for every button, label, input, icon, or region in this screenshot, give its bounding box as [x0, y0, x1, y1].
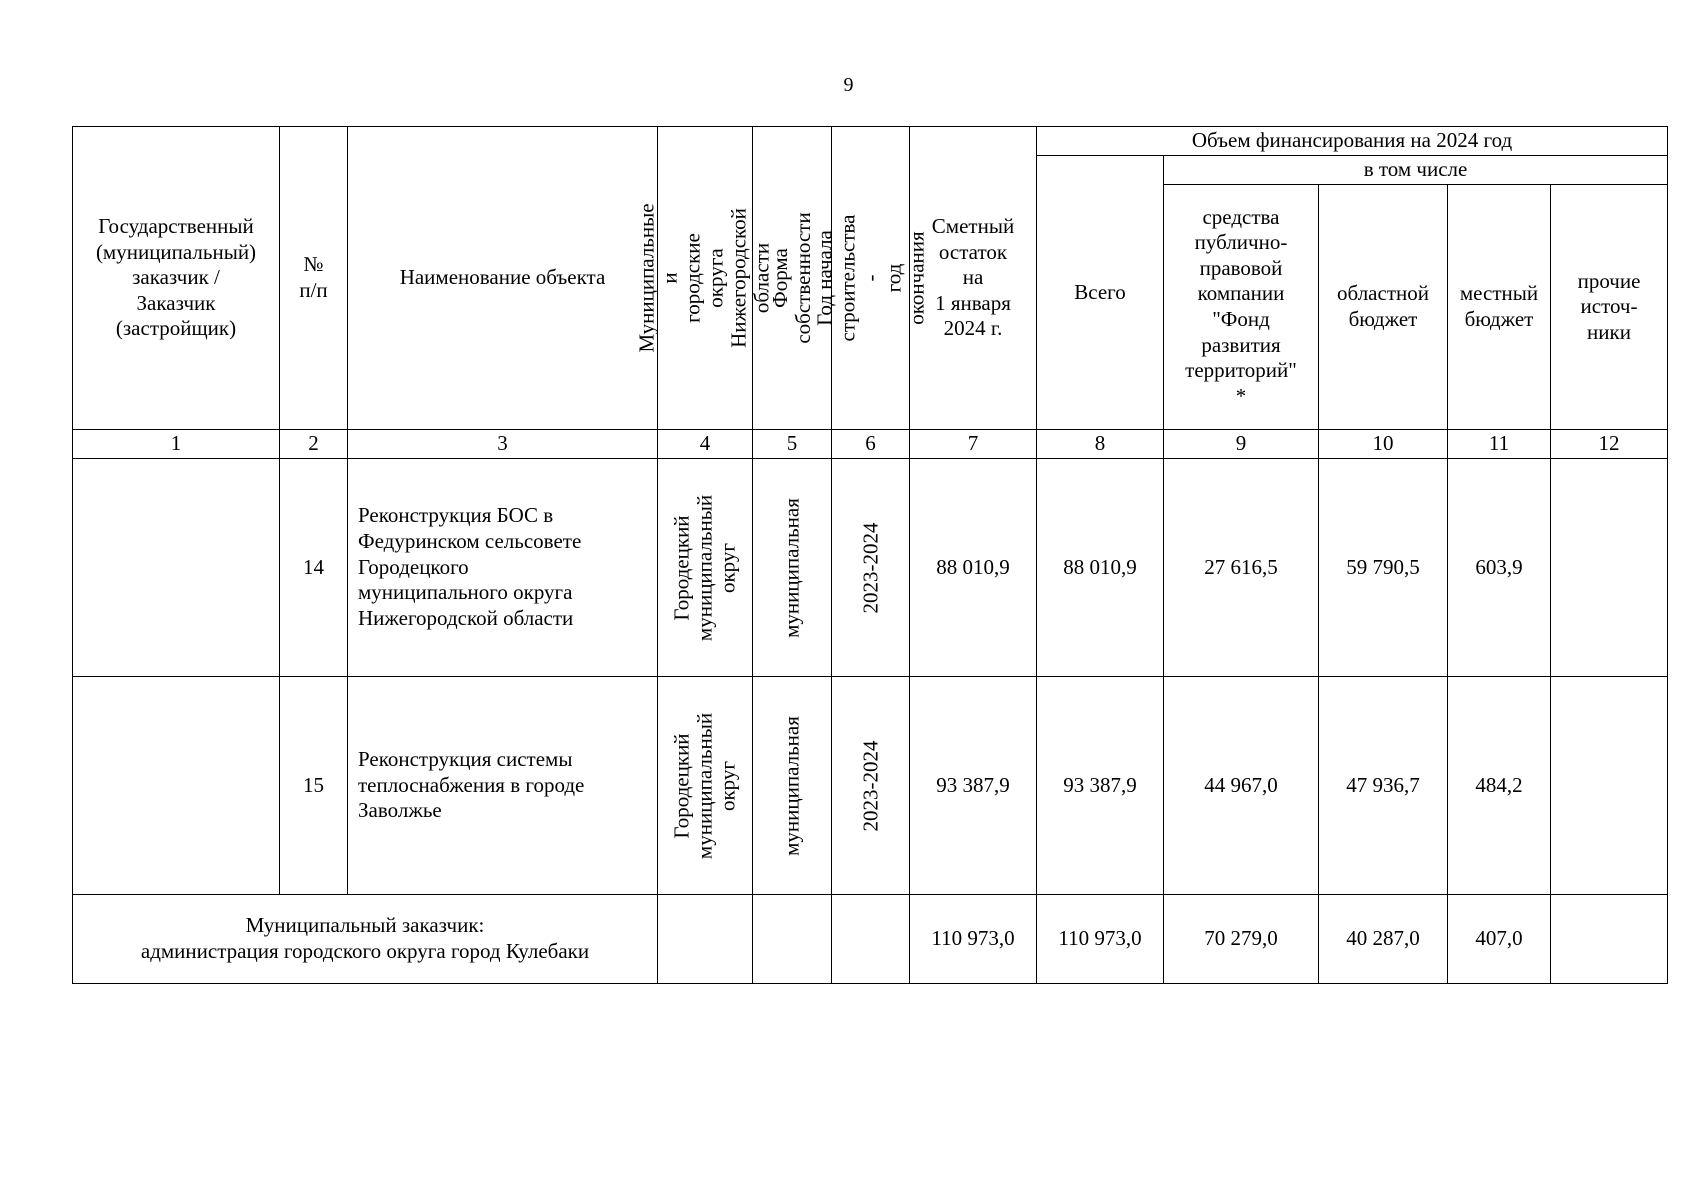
cell-object-name: Реконструкция системы теплоснабжения в городе Заволжье	[348, 677, 658, 895]
header-years	[811, 127, 929, 430]
column-number: 9	[1164, 430, 1319, 459]
header-local: местный бюджет	[1448, 185, 1551, 430]
table-row	[73, 459, 1668, 677]
total-fund: 70 279,0	[1164, 895, 1319, 984]
column-number: 8	[1037, 430, 1164, 459]
cell-estimate: 88 010,9	[910, 459, 1037, 677]
total-other	[1551, 895, 1668, 984]
cell-total: 88 010,9	[1037, 459, 1164, 677]
header-other: прочие источ- ники	[1551, 185, 1668, 430]
header-fund: средства публично- правовой компании "Фонд развития территорий" *	[1164, 185, 1319, 430]
cell-total: 93 387,9	[1037, 677, 1164, 895]
column-number: 7	[910, 430, 1037, 459]
table-row	[73, 677, 1668, 895]
cell-fund: 44 967,0	[1164, 677, 1319, 895]
cell-estimate: 93 387,9	[910, 677, 1037, 895]
total-local: 407,0	[1448, 895, 1551, 984]
cell-customer	[73, 677, 280, 895]
cell-fund: 27 616,5	[1164, 459, 1319, 677]
cell-local: 484,2	[1448, 677, 1551, 895]
cell-district-text: Городецкий муниципальный округ	[669, 494, 740, 641]
header-regional: областной бюджет	[1319, 185, 1448, 430]
column-number-row	[73, 430, 1668, 459]
cell-regional: 47 936,7	[1319, 677, 1448, 895]
column-number: 1	[73, 430, 280, 459]
column-number: 3	[348, 430, 658, 459]
header-including: в том числе	[1164, 156, 1668, 185]
total-years	[832, 895, 910, 984]
total-district	[658, 895, 753, 984]
cell-customer	[73, 459, 280, 677]
header-estimate: Сметный остаток на 1 января 2024 г.	[910, 127, 1037, 430]
column-number: 11	[1448, 430, 1551, 459]
cell-other	[1551, 677, 1668, 895]
total-row	[73, 895, 1668, 984]
column-number: 5	[753, 430, 832, 459]
cell-regional: 59 790,5	[1319, 459, 1448, 677]
cell-number: 14	[280, 459, 348, 677]
header-object-name: Наименование объекта	[348, 127, 658, 430]
header-number: № п/п	[280, 127, 348, 430]
header-years-text: Год начала строительства - год окончания	[811, 214, 929, 342]
page-number: 9	[843, 74, 854, 96]
column-number: 12	[1551, 430, 1668, 459]
cell-district-text: Городецкий муниципальный округ	[669, 712, 740, 859]
total-ownership	[753, 895, 832, 984]
header-row-1	[73, 127, 1668, 156]
total-estimate: 110 973,0	[910, 895, 1037, 984]
header-districts-text: Муниципальные и городские округа Нижегородской области	[634, 203, 775, 353]
cell-ownership-text: муниципальная	[779, 715, 804, 856]
cell-district	[658, 459, 753, 677]
total-total: 110 973,0	[1037, 895, 1164, 984]
cell-ownership-text: муниципальная	[779, 497, 804, 638]
cell-other	[1551, 459, 1668, 677]
cell-years	[832, 459, 910, 677]
header-ownership-text: Форма собственности	[767, 212, 815, 344]
cell-ownership	[753, 459, 832, 677]
cell-number: 15	[280, 677, 348, 895]
column-number: 10	[1319, 430, 1448, 459]
cell-local: 603,9	[1448, 459, 1551, 677]
cell-years	[832, 677, 910, 895]
total-regional: 40 287,0	[1319, 895, 1448, 984]
header-districts	[634, 127, 775, 430]
column-number: 4	[658, 430, 753, 459]
header-customer: Государственный (муниципальный) заказчик / Заказчик (застройщик)	[73, 127, 280, 430]
header-funding-group: Объем финансирования на 2024 год	[1037, 127, 1668, 156]
cell-ownership	[753, 677, 832, 895]
total-label: Муниципальный заказчик: администрация городского округа город Кулебаки	[73, 895, 658, 984]
header-total: Всего	[1037, 156, 1164, 430]
cell-district	[658, 677, 753, 895]
cell-years-text: 2023-2024	[857, 740, 882, 831]
column-number: 6	[832, 430, 910, 459]
column-number: 2	[280, 430, 348, 459]
cell-object-name: Реконструкция БОС в Федуринском сельсовете Городецкого муниципального округа Нижегородской области	[348, 459, 658, 677]
financing-table	[72, 126, 1668, 984]
cell-years-text: 2023-2024	[857, 522, 882, 613]
